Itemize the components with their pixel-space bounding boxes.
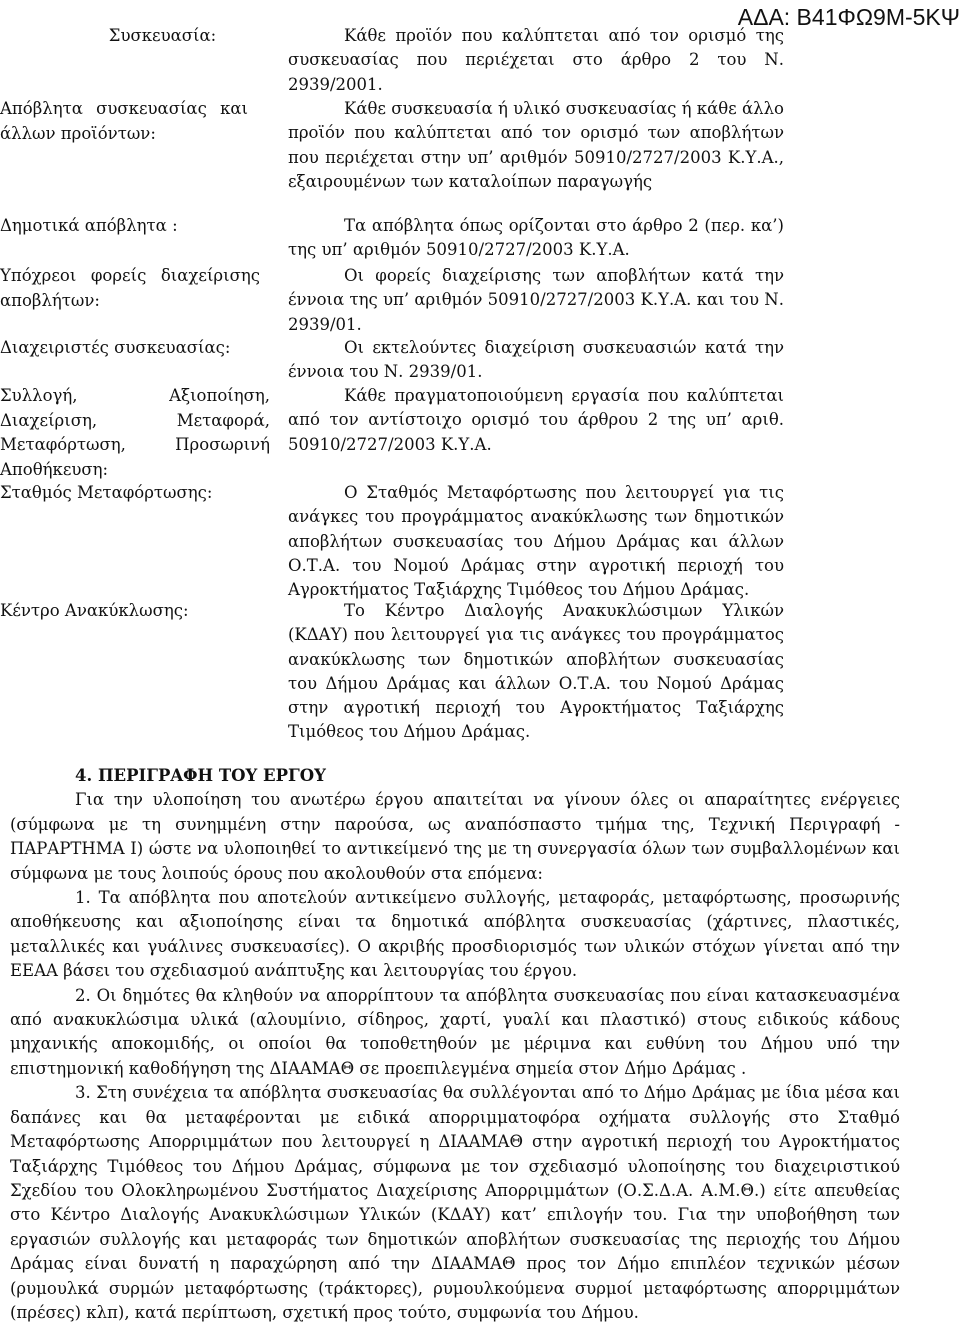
definition-term: Συλλογή, Αξιοποίηση, Διαχείριση, Μεταφορά, Μεταφόρτωση, Προσωρινή Αποθήκευση: [0, 386, 270, 479]
definition-text: Οι φορείς διαχείρισης των αποβλήτων κατά την έννοια της υπ’ αριθμόν 50910/2727/2003 Κ.Υ.Α. και του Ν. 2939/01. [288, 266, 784, 334]
definition-term: Απόβλητα συσκευασίας και άλλων προϊόντων: [0, 99, 248, 143]
section-paragraph: 1. Τα απόβλητα που αποτελούν αντικείμενο συλλογής, μεταφοράς, μεταφόρτωσης, προσωρινής αποθήκευσης και αξιοποίησης είναι τα δημοτικά απόβλητα συσκευασίας (χάρτινες, πλαστικές, μεταλλικές και γυάλινες συσκευασίες). Ο ακριβής προσδιορισμός των υλικών στόχων γίνεται από την ΕΕΑΑ βάσει του σχεδιασμού ανάπτυξης και λειτουργίας του έργου. [10, 888, 900, 981]
section-heading: 4. ΠΕΡΙΓΡΑΦΗ ΤΟΥ ΕΡΓΟΥ [75, 766, 326, 785]
definition-text: Κάθε συσκευασία ή υλικό συσκευασίας ή κάθε άλλο προϊόν που καλύπτεται από τον ορισμό των αποβλήτων που περιέχεται στην υπ’ αριθμόν 50910/2727/2003 Κ.Υ.Α., εξαιρουμένων των καταλοίπων παραγωγής [288, 99, 784, 191]
definition-term: Διαχειριστές συσκευασίας: [0, 338, 231, 357]
definition-term: Σταθμός Μεταφόρτωσης: [0, 483, 213, 502]
definition-text: Κάθε προϊόν που καλύπτεται από τον ορισμό της συσκευασίας που περιέχεται στο άρθρο 2 του Ν. 2939/2001. [288, 26, 784, 94]
definition-text: Κάθε πραγματοποιούμενη εργασία που καλύπτεται από τον αντίστοιχο ορισμό του άρθρου 2 της υπ’ αριθ. 50910/2727/2003 Κ.Υ.Α. [288, 386, 784, 454]
definition-text: Ο Σταθμός Μεταφόρτωσης που λειτουργεί για τις ανάγκες του προγράμματος ανακύκλωσης των δημοτικών αποβλήτων συσκευασίας του Δήμου Δράμας και άλλων Ο.Τ.Α. του Νομού Δράμας στην αγροτική περιοχή του Αγροκτήματος Ταξιάρχης Τιμόθεος του Δήμου Δράμας. [288, 483, 784, 600]
section-paragraph: 3. Στη συνέχεια τα απόβλητα συσκευασίας θα συλλέγονται από το Δήμο Δράμας με ίδια μέσα και δαπάνες και θα μεταφέρονται με ειδικά απορριμματοφόρα οχήματα συλλογής στο Σταθμό Μεταφόρτωσης Απορριμμάτων που λειτουργεί η ΔΙΑΑΜΑΘ στην αγροτική περιοχή του Αγροκτήματος Ταξιάρχης Τιμόθεος του Δήμου Δράμας, σύμφωνα με τον σχεδιασμό υλοποίησης του διαχειριστικού Σχεδίου του Ολοκληρωμένου Συστήματος Διαχείρισης Απορριμμάτων (Ο.Σ.Δ.Α. Α.Μ.Θ.) είτε απευθείας στο Κέντρο Διαλογής Ανακυκλώσιμων Υλικών (ΚΔΑΥ) κατ’ επιλογήν του. Για την υποβοήθηση των εργασιών συλλογής και μεταφοράς των δημοτικών αποβλήτων συσκευασίας της περιοχής του Δήμου Δράμας είναι δυνατή η παραχώρηση από την ΔΙΑΑΜΑΘ προς τον Δήμο επιπλέον τεχνικών μέσων (ρυμουλκά συρμών μεταφόρτωσης (τράκτορες), ρυμουλκούμενα συρμοί μεταφόρτωσης απορριμμάτων (πρέσες) κλπ), κατά περίπτωση, σχετική προς τούτο, συμφωνία του Δήμου. [10, 1083, 900, 1322]
definition-term: Συσκευασία: [108, 26, 217, 45]
section-paragraph: 2. Οι δημότες θα κληθούν να απορρίπτουν τα απόβλητα συσκευασίας που είναι κατασκευασμένα από ανακυκλώσιμα υλικά (αλουμίνιο, σίδηρος, χαρτί, γυαλί και πλαστικό) στους ειδικούς κάδους μηχανικής αποκομιδής, οι οποίοι θα τοποθετηθούν με μέριμνα και ευθύνη του Δήμου υπό την επιστημονική καθοδήγηση της ΔΙΑΑΜΑΘ σε προεπιλεγμένα σημεία στον Δήμο Δράμας . [10, 985, 900, 1078]
definition-term: Υπόχρεοι φορείς διαχείρισης αποβλήτων: [0, 266, 260, 310]
project-description-section [10, 764, 900, 1325]
definition-text: Το Κέντρο Διαλογής Ανακυκλώσιμων Υλικών (ΚΔΑΥ) που λειτουργεί για τις ανάγκες του προγράμματος ανακύκλωσης των δημοτικών αποβλήτων συσκευασίας του Δήμου Δράμας και άλλων Ο.Τ.Α. του Νομού Δράμας στην αγροτική περιοχή του Αγροκτήματος Ταξιάρχης Τιμόθεος του Δήμου Δράμας. [288, 601, 784, 742]
definition-text: Οι εκτελούντες διαχείριση συσκευασιών κατά την έννοια του Ν. 2939/01. [288, 338, 784, 382]
definition-term: Δημοτικά απόβλητα : [0, 216, 178, 235]
section-paragraph: Για την υλοποίηση του ανωτέρω έργου απαιτείται να γίνουν όλες οι απαραίτητες ενέργειες (σύμφωνα με τη συνημμένη στην παρούσα, ως αναπόσπαστο τμήμα της, Τεχνική Περιγραφή - ΠΑΡΑΡΤΗΜΑ Ι) ώστε να υλοποιηθεί το αντικείμενό της με τη συνεργασία όλων των συμβαλλομένων και σύμφωνα με τους λοιπούς όρους που ακολουθούν στα επόμενα: [10, 790, 900, 883]
definition-term: Κέντρο Ανακύκλωσης: [0, 601, 189, 620]
definition-text: Τα απόβλητα όπως ορίζονται στο άρθρο 2 (περ. κα’) της υπ’ αριθμόν 50910/2727/2003 Κ.Υ.Α. [288, 216, 784, 260]
ada-code: ΑΔΑ: Β41ΦΩ9Μ-5ΚΨ [737, 4, 960, 30]
